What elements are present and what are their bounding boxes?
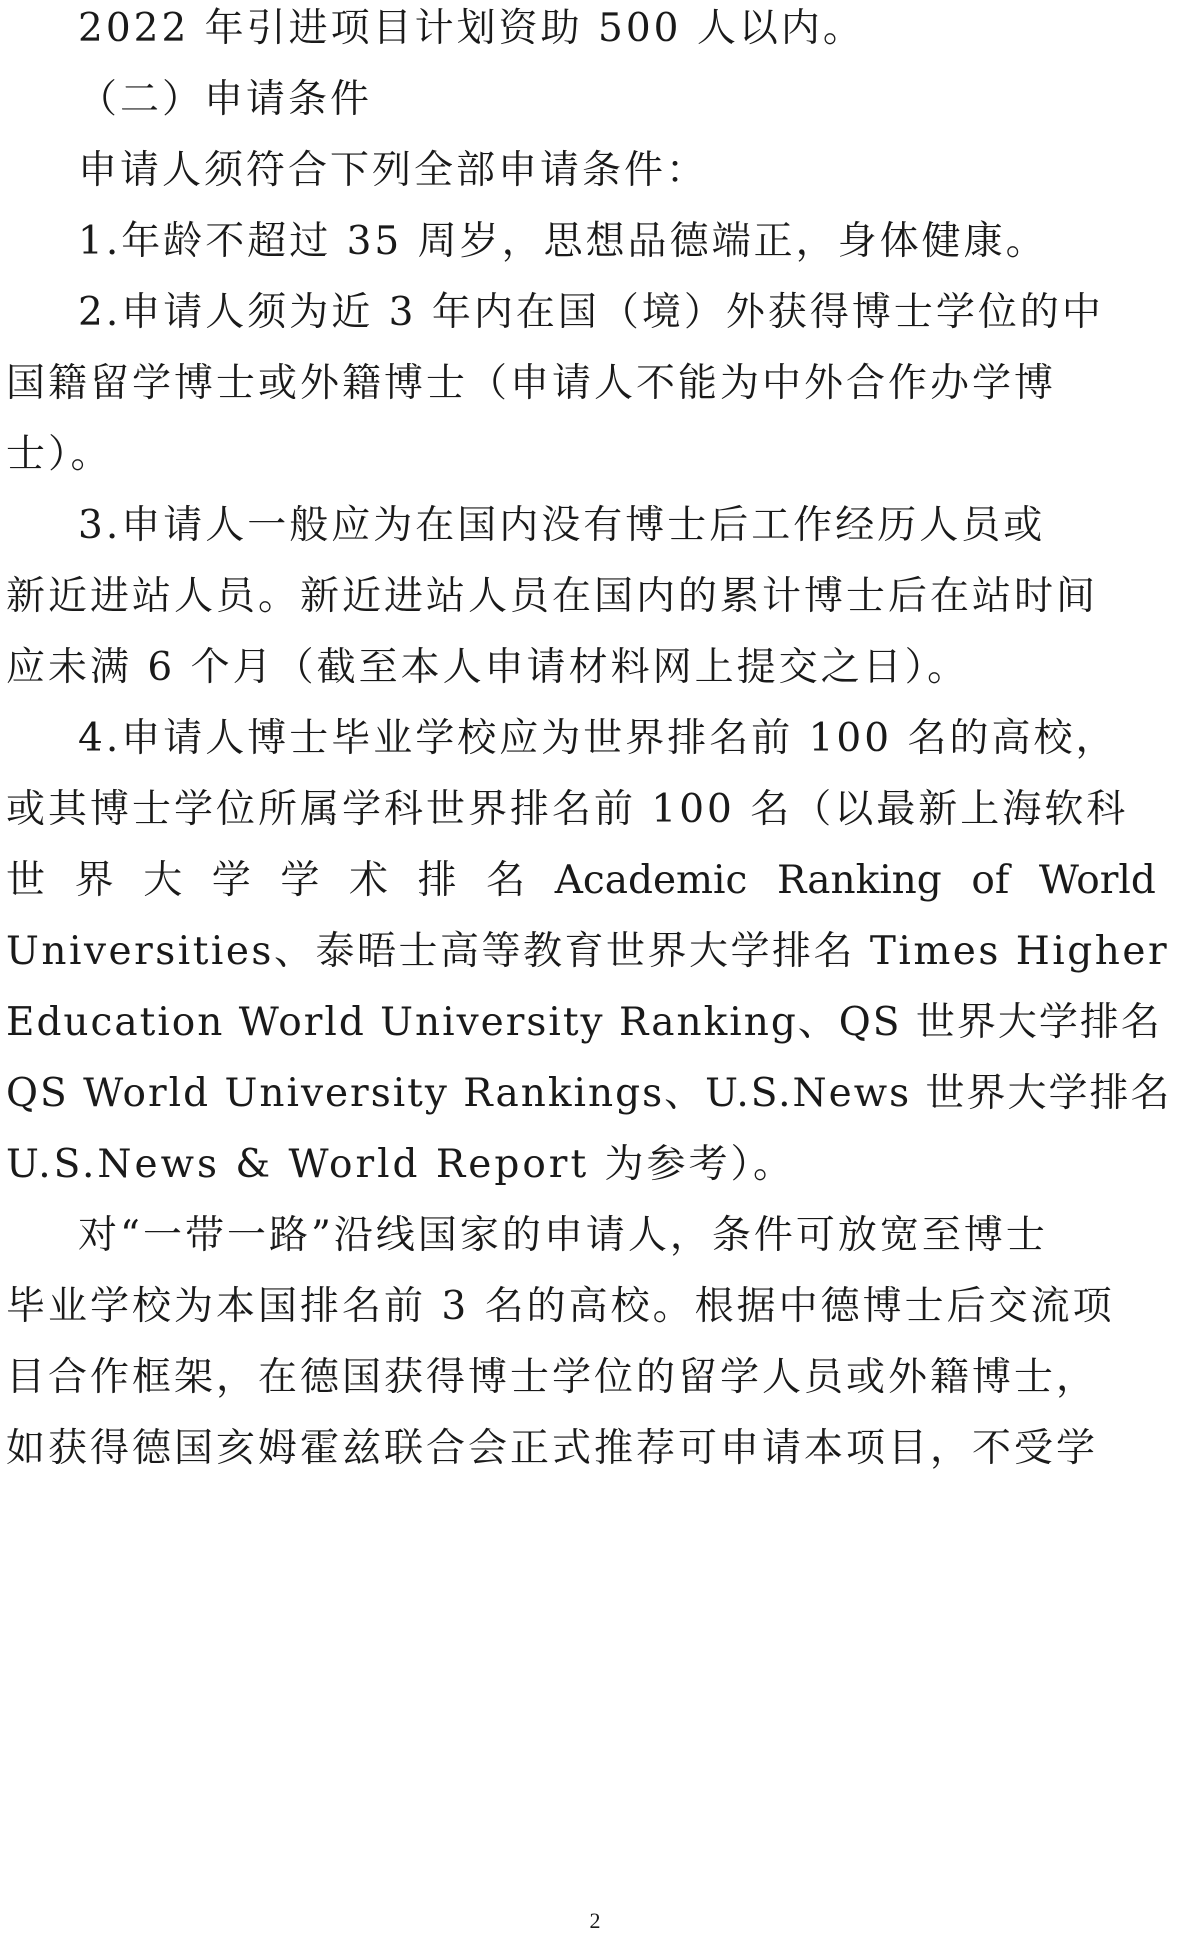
text-line: 士）。: [6, 432, 113, 477]
word: 界: [74, 858, 114, 903]
text-line: 如获得德国亥姆霍兹联合会正式推荐可申请本项目，不受学: [6, 1426, 1099, 1471]
text-line: Universities、泰晤士高等教育世界大学排名 Times Higher: [6, 929, 1170, 974]
word: World: [1038, 858, 1156, 903]
text-line-justified: [6, 858, 1156, 904]
word: 学: [211, 858, 251, 903]
text-line: U.S.News & World Report 为参考）。: [6, 1142, 796, 1187]
list-item-1: 1.年龄不超过 35 周岁，思想品德端正，身体健康。: [78, 219, 1048, 264]
word: 学: [280, 858, 320, 903]
text-line: 申请人须符合下列全部申请条件：: [78, 148, 709, 193]
text-line: 应未满 6 个月（截至本人申请材料网上提交之日）。: [6, 645, 970, 690]
paragraph-start: 对“一带一路”沿线国家的申请人，条件可放宽至博士: [78, 1213, 1048, 1258]
list-item-4: 4.申请人博士毕业学校应为世界排名前 100 名的高校，: [78, 716, 1118, 761]
word: 排: [417, 858, 457, 903]
text-line: 国籍留学博士或外籍博士（申请人不能为中外合作办学博: [6, 361, 1057, 406]
page-number: 2: [589, 1908, 601, 1933]
word: Academic: [554, 858, 748, 903]
list-item-2: 2.申请人须为近 3 年内在国（境）外获得博士学位的中: [78, 290, 1104, 335]
text-line: Education World University Ranking、QS 世界大学排名: [6, 1000, 1162, 1045]
word: 世: [6, 858, 46, 903]
section-heading: （二）申请条件: [78, 77, 373, 122]
text-line: QS World University Rankings、U.S.News 世界大学排名: [6, 1071, 1172, 1116]
text-line: 目合作框架，在德国获得博士学位的留学人员或外籍博士，: [6, 1355, 1099, 1400]
word: 名: [486, 858, 526, 903]
word: Ranking: [776, 858, 942, 903]
word: 大: [143, 858, 183, 903]
list-item-3: 3.申请人一般应为在国内没有博士后工作经历人员或: [78, 503, 1046, 548]
text-line: 或其博士学位所属学科世界排名前 100 名（以最新上海软科: [6, 787, 1129, 832]
text-line: 2022 年引进项目计划资助 500 人以内。: [78, 6, 865, 51]
word: of: [971, 858, 1010, 903]
word: 术: [348, 858, 388, 903]
text-line: 毕业学校为本国排名前 3 名的高校。根据中德博士后交流项: [6, 1284, 1115, 1329]
text-line: 新近进站人员。新近进站人员在国内的累计博士后在站时间: [6, 574, 1099, 619]
